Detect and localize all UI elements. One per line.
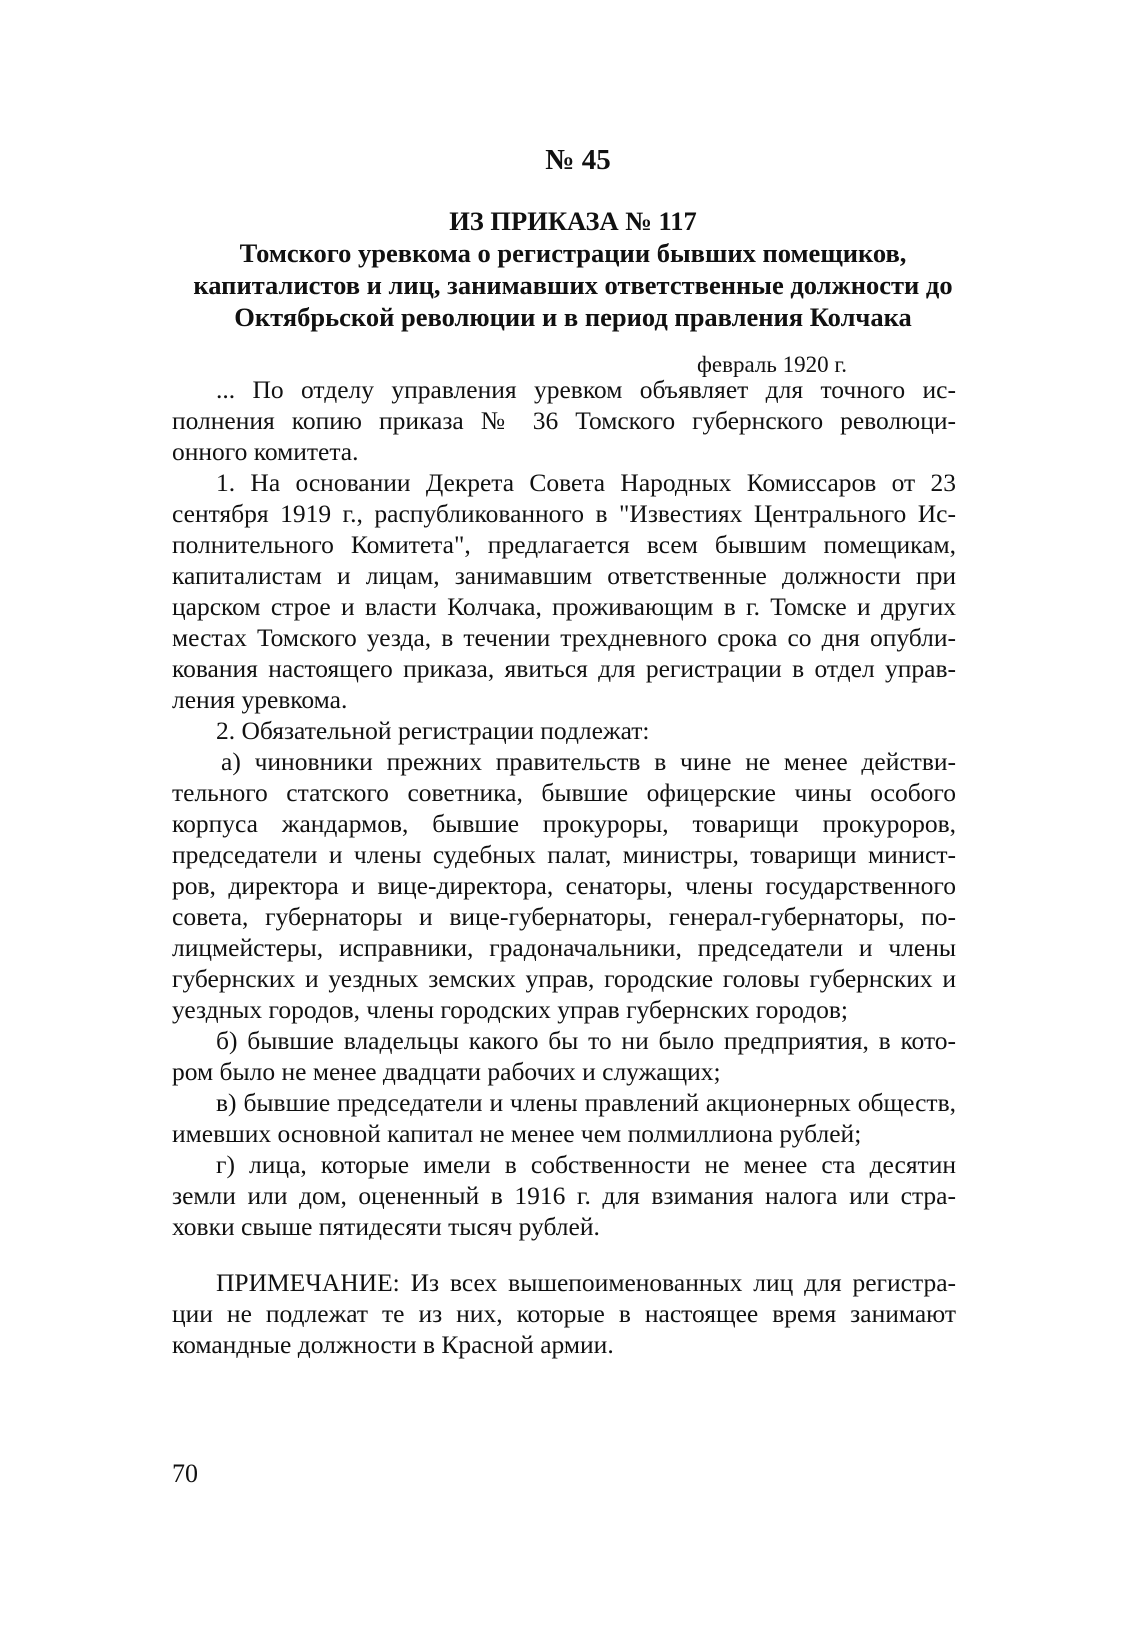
heading-line: Октябрьской революции и в период правления Колчака bbox=[234, 302, 912, 332]
text-line: царском строе и власти Колчака, проживающим в г. Томске и других bbox=[172, 592, 956, 621]
document-date: февраль 1920 г. bbox=[697, 352, 847, 377]
document-number: № 45 bbox=[545, 144, 611, 176]
paragraph-preamble bbox=[172, 374, 956, 467]
paragraph-note bbox=[172, 1267, 956, 1360]
paragraph-subitem-b bbox=[172, 1025, 956, 1087]
document-body bbox=[172, 374, 956, 1360]
text-line: кования настоящего приказа, явиться для регистрации в отдел управ- bbox=[172, 654, 956, 683]
text-line: ров, директора и вице-директора, сенаторы, члены государственного bbox=[172, 871, 956, 900]
text-line: тельного статского советника, бывшие офицерские чины особого bbox=[172, 778, 956, 807]
text-line: ления уревкома. bbox=[172, 685, 348, 714]
paragraph-subitem-v bbox=[172, 1087, 956, 1149]
heading-line: Томского уревкома о регистрации бывших помещиков, bbox=[239, 238, 907, 268]
text-line: капиталистам и лицам, занимавшим ответственные должности при bbox=[172, 561, 956, 590]
text-line: 2. Обязательной регистрации подлежат: bbox=[216, 716, 650, 745]
text-line: сентября 1919 г., распубликованного в "Известиях Центрального Ис- bbox=[172, 499, 956, 528]
text-line: совета, губернаторы и вице-губернаторы, генерал-губернаторы, по- bbox=[172, 902, 956, 931]
text-line: ховки свыше пятидесяти тысяч рублей. bbox=[172, 1212, 600, 1241]
text-line: губернских и уездных земских управ, городские головы губернских и bbox=[172, 964, 956, 993]
paragraph-item-1 bbox=[172, 467, 956, 715]
text-line: г) лица, которые имели в собственности не менее ста десятин bbox=[216, 1150, 956, 1179]
text-line: ПРИМЕЧАНИЕ: Из всех вышепоименованных лиц для регистра- bbox=[216, 1268, 956, 1297]
text-line: председатели и члены судебных палат, министры, товарищи минист- bbox=[172, 840, 956, 869]
text-line: б) бывшие владельцы какого бы то ни было предприятия, в кото- bbox=[216, 1026, 956, 1055]
text-line: ции не подлежат те из них, которые в настоящее время занимают bbox=[172, 1299, 956, 1328]
text-line: 1. На основании Декрета Совета Народных Комиссаров от 23 bbox=[216, 468, 956, 497]
text-line: ром было не менее двадцати рабочих и служащих; bbox=[172, 1057, 721, 1086]
text-line: командные должности в Красной армии. bbox=[172, 1330, 614, 1359]
text-line: земли или дом, оцененный в 1916 г. для взимания налога или стра- bbox=[172, 1181, 956, 1210]
text-line: ... По отделу управления уревком объявляет для точного ис- bbox=[216, 375, 956, 404]
text-line: местах Томского уезда, в течении трехдневного срока со дня опубли- bbox=[172, 623, 956, 652]
paragraph-item-2 bbox=[172, 715, 956, 746]
text-line: полнения копию приказа № 36 Томского губернского революци- bbox=[172, 406, 956, 435]
heading-line: капиталистов и лиц, занимавших ответственные должности до bbox=[193, 270, 953, 300]
text-line: имевших основной капитал не менее чем полмиллиона рублей; bbox=[172, 1119, 862, 1148]
text-line: уездных городов, члены городских управ губернских городов; bbox=[172, 995, 848, 1024]
text-line: лицмейстеры, исправники, градоначальники, председатели и члены bbox=[172, 933, 956, 962]
text-line: а) чиновники прежних правительств в чине не менее действи- bbox=[221, 747, 956, 776]
paragraph-subitem-g bbox=[172, 1149, 956, 1242]
heading-title: ИЗ ПРИКАЗА № 117 bbox=[449, 206, 697, 236]
paragraph-subitem-a bbox=[172, 746, 956, 1025]
text-line: онного комитета. bbox=[172, 437, 359, 466]
text-line: полнительного Комитета", предлагается всем бывшим помещикам, bbox=[172, 530, 956, 559]
document-heading bbox=[168, 205, 978, 333]
page-number: 70 bbox=[172, 1459, 198, 1488]
text-line: корпуса жандармов, бывшие прокуроры, товарищи прокуроров, bbox=[172, 809, 956, 838]
text-line: в) бывшие председатели и члены правлений акционерных обществ, bbox=[216, 1088, 956, 1117]
